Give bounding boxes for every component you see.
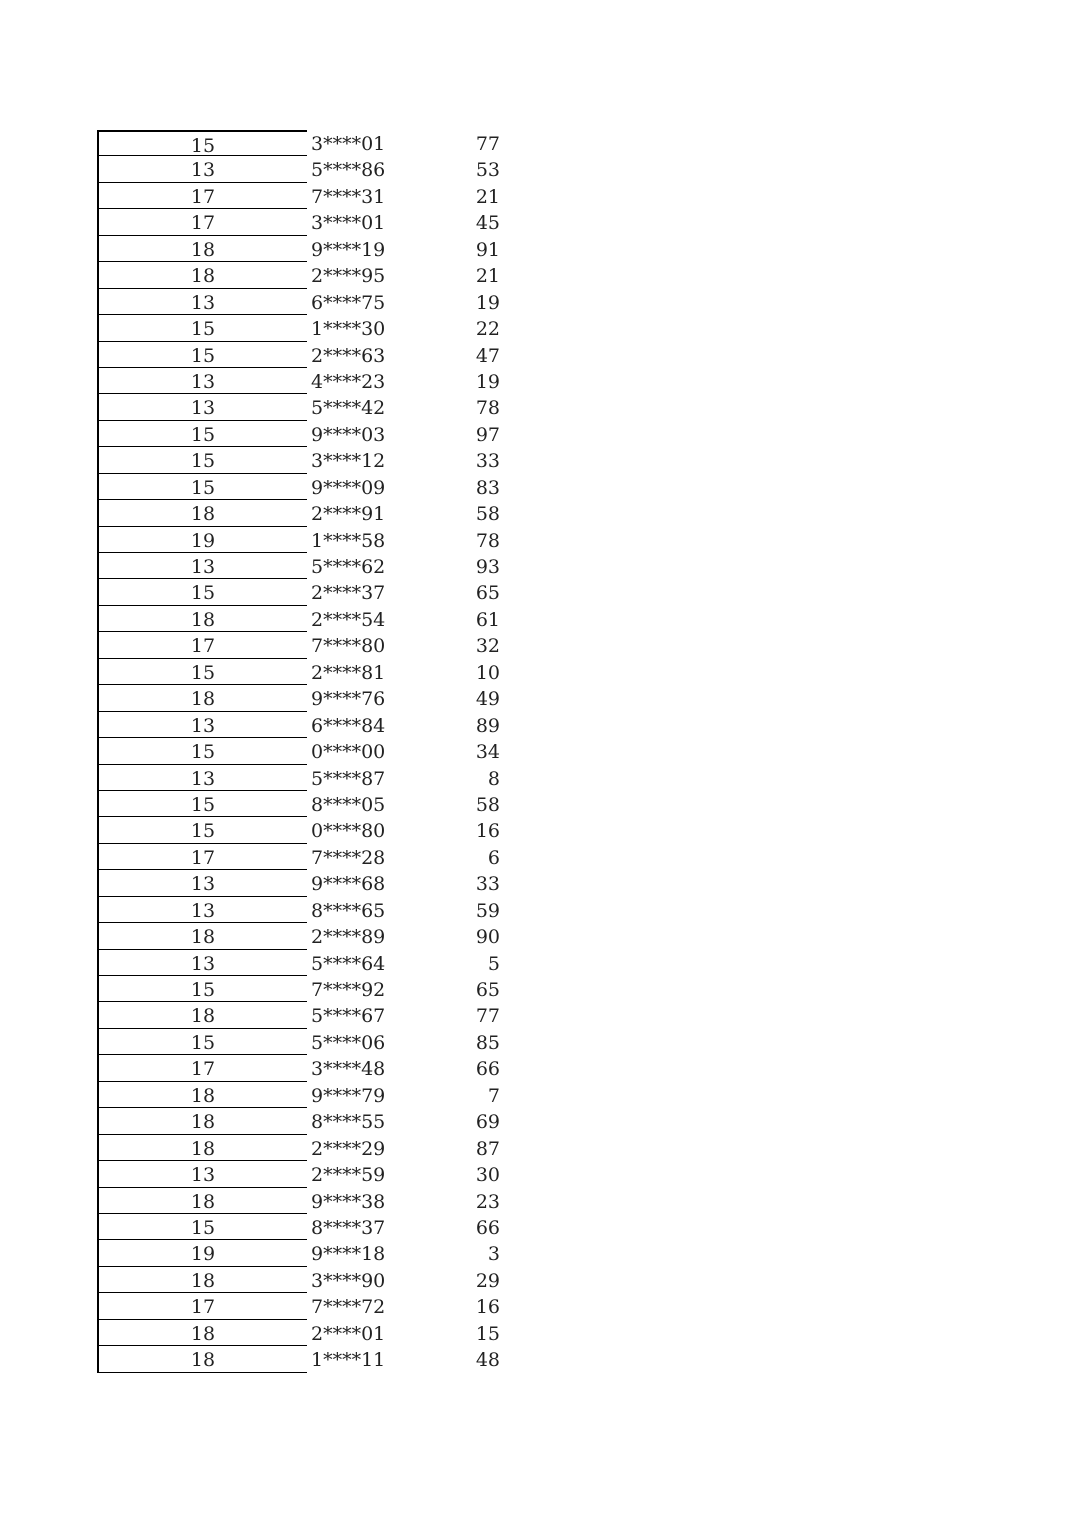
cell-col-a[interactable]: 17 [97,183,307,209]
cell-col-a[interactable]: 18 [97,500,307,526]
cell-col-a[interactable]: 15 [97,447,307,473]
cell-col-b[interactable]: 4****23 [311,370,386,393]
cell-col-b[interactable]: 9****19 [311,238,386,261]
cell-col-c[interactable]: 69 [475,1111,500,1134]
cell-col-c[interactable]: 87 [475,1137,500,1160]
cell-col-b[interactable]: 5****42 [311,397,386,420]
cell-col-b[interactable]: 2****29 [311,1137,386,1160]
cell-col-a[interactable]: 18 [97,1108,307,1134]
table-row [97,1293,517,1319]
table-row [97,632,517,658]
cell-col-b[interactable]: 1****30 [311,318,386,341]
cell-col-b[interactable]: 3****48 [311,1058,386,1081]
cell-col-a[interactable]: 18 [97,1082,307,1108]
table-row [97,183,517,209]
cell-col-c[interactable]: 89 [475,714,500,737]
cell-col-c[interactable]: 33 [475,450,500,473]
cell-col-b[interactable]: 3****12 [311,450,386,473]
table-row [97,527,517,553]
cell-col-b[interactable]: 9****18 [311,1243,386,1266]
cell-col-a[interactable]: 13 [97,897,307,923]
cell-col-b[interactable]: 9****09 [311,476,386,499]
cell-col-b[interactable]: 9****03 [311,423,386,446]
table-row [97,923,517,949]
cell-col-b[interactable]: 8****05 [311,793,386,816]
cell-col-b[interactable]: 1****58 [311,529,386,552]
cell-col-c[interactable]: 32 [475,635,500,658]
table-row [97,870,517,896]
table-row [97,394,517,420]
table-row [97,1267,517,1293]
cell-col-a[interactable]: 17 [97,209,307,235]
cell-col-b[interactable]: 5****62 [311,556,386,578]
cell-col-c[interactable]: 21 [475,185,500,208]
cell-col-c[interactable]: 66 [475,1058,500,1081]
cell-col-a[interactable]: 18 [97,1002,307,1028]
cell-col-b[interactable]: 9****79 [311,1084,386,1107]
table-row [97,474,517,500]
table-row [97,1214,517,1240]
cell-col-c[interactable]: 7 [487,1084,500,1107]
table-row [97,130,517,156]
cell-col-c[interactable]: 90 [475,926,500,949]
cell-col-c[interactable]: 33 [475,873,500,896]
cell-col-c[interactable]: 85 [475,1031,500,1054]
cell-col-a[interactable]: 15 [97,1214,307,1240]
table-row [97,209,517,235]
cell-col-a[interactable]: 18 [97,1346,307,1372]
cell-col-a[interactable]: 18 [97,262,307,288]
cell-col-b[interactable]: 6****75 [311,291,386,314]
cell-col-a[interactable]: 18 [97,685,307,711]
cell-col-c[interactable]: 16 [475,820,500,843]
table-row [97,1135,517,1161]
cell-col-a[interactable]: 15 [97,738,307,764]
cell-col-b[interactable]: 7****28 [311,846,386,869]
cell-col-a[interactable]: 18 [97,236,307,262]
table-row [97,1188,517,1214]
cell-col-a[interactable]: 13 [97,289,307,315]
table-row [97,1108,517,1134]
cell-col-c[interactable]: 59 [475,899,500,922]
cell-col-c[interactable]: 93 [475,556,500,578]
data-table [97,130,517,1373]
cell-col-a[interactable]: 17 [97,1293,307,1319]
cell-col-a[interactable]: 15 [97,474,307,500]
cell-col-a[interactable]: 15 [97,421,307,447]
table-row [97,712,517,738]
cell-col-b[interactable]: 9****38 [311,1190,386,1213]
cell-col-b[interactable]: 2****59 [311,1164,386,1187]
cell-col-a[interactable]: 13 [97,765,307,791]
table-row [97,421,517,447]
table-row [97,368,517,394]
cell-col-a[interactable]: 15 [97,342,307,368]
table-row [97,1002,517,1028]
cell-col-b[interactable]: 0****00 [311,741,386,764]
table-row [97,236,517,262]
cell-col-c[interactable]: 21 [475,265,500,288]
cell-col-c[interactable]: 97 [475,423,500,446]
cell-col-b[interactable]: 1****11 [311,1349,386,1372]
table-row [97,976,517,1002]
cell-col-a[interactable]: 19 [97,1240,307,1266]
cell-col-a[interactable]: 13 [97,368,307,394]
cell-col-a[interactable]: 13 [97,870,307,896]
cell-col-b[interactable]: 2****81 [311,661,386,684]
cell-col-c[interactable]: 19 [475,370,500,393]
table-row [97,156,517,182]
cell-col-a[interactable]: 13 [97,950,307,976]
cell-col-c[interactable]: 22 [475,318,500,341]
cell-col-b[interactable]: 2****95 [311,265,386,288]
cell-col-b[interactable]: 3****01 [311,133,386,155]
cell-col-a[interactable]: 15 [97,791,307,817]
cell-col-b[interactable]: 7****80 [311,635,386,658]
cell-col-c[interactable]: 91 [475,238,500,261]
cell-col-b[interactable]: 8****65 [311,899,386,922]
table-row [97,553,517,579]
table-row [97,897,517,923]
cell-col-a[interactable]: 13 [97,394,307,420]
cell-col-b[interactable]: 5****64 [311,952,386,975]
cell-col-b[interactable]: 5****86 [311,159,386,182]
table-row [97,659,517,685]
table-row [97,1082,517,1108]
cell-col-b[interactable]: 5****67 [311,1005,386,1028]
table-row [97,315,517,341]
cell-col-b[interactable]: 2****63 [311,344,386,367]
cell-col-c[interactable]: 58 [475,793,500,816]
cell-col-c[interactable]: 53 [475,159,500,182]
table-row [97,685,517,711]
cell-col-b[interactable]: 2****01 [311,1322,386,1345]
cell-col-a[interactable]: 15 [97,130,307,156]
cell-col-c[interactable]: 30 [475,1164,500,1187]
cell-col-c[interactable]: 78 [475,529,500,552]
cell-col-c[interactable]: 3 [487,1243,500,1266]
cell-col-c[interactable]: 66 [475,1216,500,1239]
cell-col-a[interactable]: 18 [97,1188,307,1214]
cell-col-a[interactable]: 13 [97,553,307,579]
cell-col-b[interactable]: 2****37 [311,582,386,605]
cell-col-a[interactable]: 17 [97,1055,307,1081]
cell-col-a[interactable]: 18 [97,1267,307,1293]
cell-col-a[interactable]: 13 [97,1161,307,1187]
table-row [97,844,517,870]
cell-col-c[interactable]: 77 [475,133,500,155]
cell-col-b[interactable]: 2****91 [311,503,386,526]
cell-col-c[interactable]: 8 [487,767,500,790]
cell-col-c[interactable]: 19 [475,291,500,314]
cell-col-c[interactable]: 15 [475,1322,500,1345]
table-row [97,579,517,605]
cell-col-b[interactable]: 3****90 [311,1269,386,1292]
cell-col-c[interactable]: 78 [475,397,500,420]
cell-col-a[interactable]: 17 [97,632,307,658]
cell-col-b[interactable]: 5****06 [311,1031,386,1054]
cell-col-b[interactable]: 9****68 [311,873,386,896]
table-row [97,1055,517,1081]
cell-col-b[interactable]: 6****84 [311,714,386,737]
cell-col-a[interactable]: 13 [97,712,307,738]
cell-col-b[interactable]: 7****92 [311,979,386,1001]
cell-col-b[interactable]: 0****80 [311,820,386,843]
table-row [97,447,517,473]
cell-col-c[interactable]: 47 [475,344,500,367]
table-row [97,791,517,817]
table-row [97,289,517,315]
table-row [97,606,517,632]
cell-col-c[interactable]: 65 [475,979,500,1001]
cell-col-a[interactable]: 17 [97,844,307,870]
table-row [97,1029,517,1055]
cell-col-c[interactable]: 29 [475,1269,500,1292]
table-row [97,262,517,288]
cell-col-b[interactable]: 2****54 [311,608,386,631]
table-row [97,765,517,791]
cell-col-c[interactable]: 48 [475,1349,500,1372]
cell-col-a[interactable]: 15 [97,579,307,605]
cell-col-a[interactable]: 13 [97,156,307,182]
table-row [97,500,517,526]
cell-col-c[interactable]: 5 [487,952,500,975]
cell-col-c[interactable]: 16 [475,1296,500,1319]
table-row [97,1161,517,1187]
cell-col-a[interactable]: 18 [97,606,307,632]
cell-col-c[interactable]: 10 [475,661,500,684]
cell-col-c[interactable]: 34 [475,741,500,764]
cell-col-b[interactable]: 7****31 [311,185,386,208]
cell-col-c[interactable]: 49 [475,688,500,711]
cell-col-a[interactable]: 18 [97,923,307,949]
cell-col-b[interactable]: 9****76 [311,688,386,711]
table-row [97,1346,517,1372]
table-row [97,342,517,368]
cell-col-c[interactable]: 58 [475,503,500,526]
cell-col-c[interactable]: 6 [487,846,500,869]
cell-col-c[interactable]: 45 [475,212,500,235]
cell-col-b[interactable]: 3****01 [311,212,386,235]
cell-col-c[interactable]: 65 [475,582,500,605]
cell-col-c[interactable]: 61 [475,608,500,631]
cell-col-a[interactable]: 15 [97,659,307,685]
cell-col-b[interactable]: 5****87 [311,767,386,790]
table-row [97,817,517,843]
table-row [97,1240,517,1266]
cell-col-a[interactable]: 18 [97,1320,307,1346]
cell-col-c[interactable]: 77 [475,1005,500,1028]
cell-col-c[interactable]: 23 [475,1190,500,1213]
cell-col-a[interactable]: 18 [97,1135,307,1161]
cell-col-b[interactable]: 8****55 [311,1111,386,1134]
cell-col-a[interactable]: 15 [97,976,307,1002]
table-row [97,950,517,976]
table-row [97,738,517,764]
cell-col-b[interactable]: 8****37 [311,1216,386,1239]
cell-col-a[interactable]: 15 [97,817,307,843]
cell-col-b[interactable]: 7****72 [311,1296,386,1319]
table-row [97,1320,517,1346]
cell-col-c[interactable]: 83 [475,476,500,499]
cell-col-a[interactable]: 19 [97,527,307,553]
cell-col-b[interactable]: 2****89 [311,926,386,949]
cell-col-a[interactable]: 15 [97,315,307,341]
cell-col-a[interactable]: 15 [97,1029,307,1055]
